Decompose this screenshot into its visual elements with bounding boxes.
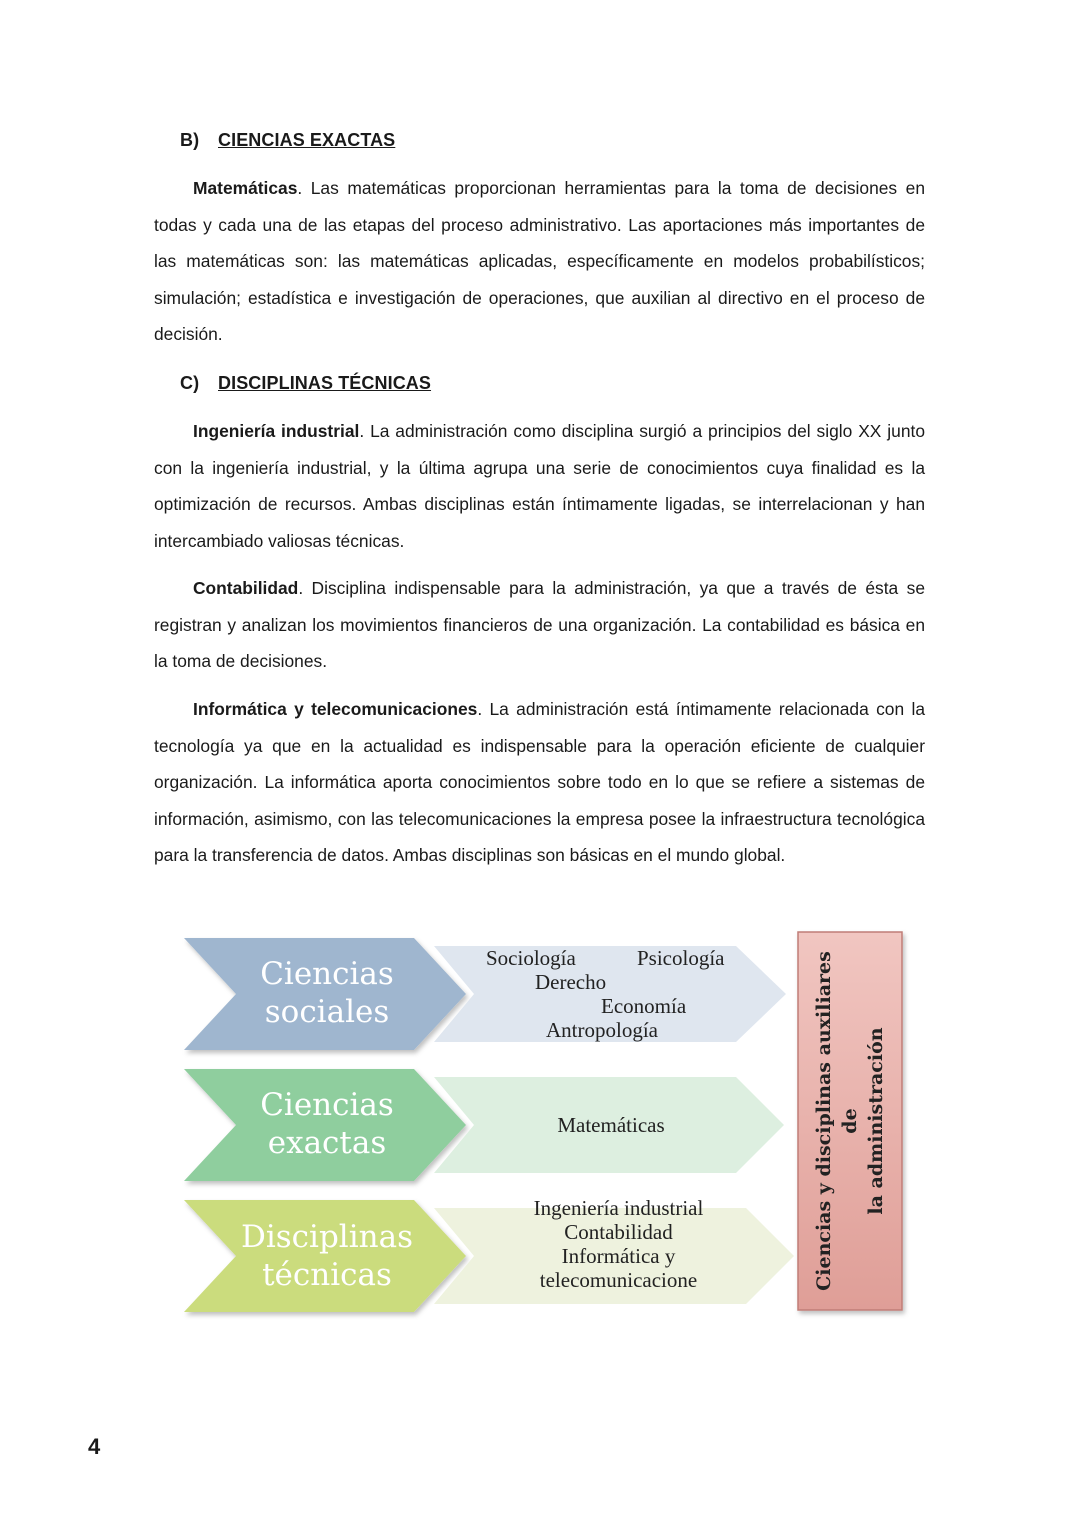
- section-letter: B): [180, 130, 200, 150]
- paragraph-ingenieria: [154, 413, 925, 559]
- auxiliary-sciences-diagram: [176, 928, 912, 1322]
- page-number: 4: [88, 1434, 101, 1459]
- paragraph-text: . La administración está íntimamente relacionada con la tecnología ya que en la actualidad es indispensable para la operación eficiente de cualquier organización. La informática aporta conocimientos sobre todo en lo que se refiere a sistemas de información, asimismo, con las telecomunicaciones la empresa posee la infraestructura tecnológica para la transferencia de datos. Ambas disciplinas son básicas en el mundo global.: [154, 699, 925, 865]
- item-informatica: Informática y: [561, 1244, 676, 1268]
- side-title-line: Ciencias y disciplinas auxiliares de: [813, 951, 861, 1291]
- item-psicologia: Psicología: [637, 946, 725, 970]
- term-bold: Matemáticas: [193, 178, 298, 198]
- paragraph-contabilidad: [154, 570, 925, 680]
- items-exactas: [466, 1113, 756, 1137]
- term-bold: Contabilidad: [193, 578, 299, 598]
- term-bold: Informática y telecomunicaciones: [193, 699, 478, 719]
- section-title: CIENCIAS EXACTAS: [218, 130, 396, 150]
- category-label-tecnicas: [202, 1218, 452, 1294]
- section-title: DISCIPLINAS TÉCNICAS: [218, 373, 432, 393]
- paragraph-text: . Disciplina indispensable para la administración, ya que a través de ésta se registran y analizan los movimientos financieros de una organización. La contabilidad es básica en la toma de decisiones.: [154, 578, 925, 671]
- item-derecho: Derecho: [535, 970, 607, 994]
- paragraph-text: . La administración como disciplina surgió a principios del siglo XX junto con la ingeniería industrial, y la última agrupa una serie de conocimientos cuya finalidad es la optimización de recursos. Ambas disciplinas están íntimamente ligadas, se interrelacionan y han intercambiado valiosas técnicas.: [154, 421, 926, 551]
- section-letter: C): [180, 373, 200, 393]
- label-line: Disciplinas: [241, 1219, 413, 1255]
- label-line: Ciencias: [260, 1087, 394, 1123]
- item-telecomunicaciones: telecomunicacione: [539, 1268, 698, 1292]
- section-heading-b: [180, 130, 395, 151]
- side-title: [798, 932, 902, 1310]
- term-bold: Ingeniería industrial: [193, 421, 360, 441]
- item-ingenieria: Ingeniería industrial: [533, 1196, 704, 1220]
- side-title-line: la administración: [865, 1027, 887, 1215]
- items-sociales: [486, 946, 786, 1046]
- label-line: sociales: [264, 994, 390, 1030]
- paragraph-informatica: [154, 691, 925, 874]
- item-economia: Economía: [601, 994, 687, 1018]
- category-label-sociales: [202, 955, 452, 1031]
- label-line: Ciencias: [260, 956, 394, 992]
- category-label-exactas: [202, 1086, 452, 1162]
- item-sociologia: Sociología: [486, 946, 576, 970]
- paragraph-matematicas: [154, 170, 925, 353]
- item-matematicas: Matemáticas: [557, 1113, 665, 1137]
- item-antropologia: Antropología: [546, 1018, 658, 1042]
- section-heading-c: [180, 373, 431, 394]
- label-line: técnicas: [262, 1257, 392, 1293]
- items-tecnicas: [466, 1196, 771, 1292]
- label-line: exactas: [267, 1125, 387, 1161]
- item-contabilidad: Contabilidad: [564, 1220, 673, 1244]
- side-title-text: [811, 941, 889, 1301]
- paragraph-text: . Las matemáticas proporcionan herramientas para la toma de decisiones en todas y cada una de las etapas del proceso administrativo. Las aportaciones más importantes de las matemáticas son: las matemáticas aplicadas, específicamente en modelos probabilísticos; simulación; estadística e investigación de operaciones, que auxilian al directivo en el proceso de decisión.: [154, 178, 925, 344]
